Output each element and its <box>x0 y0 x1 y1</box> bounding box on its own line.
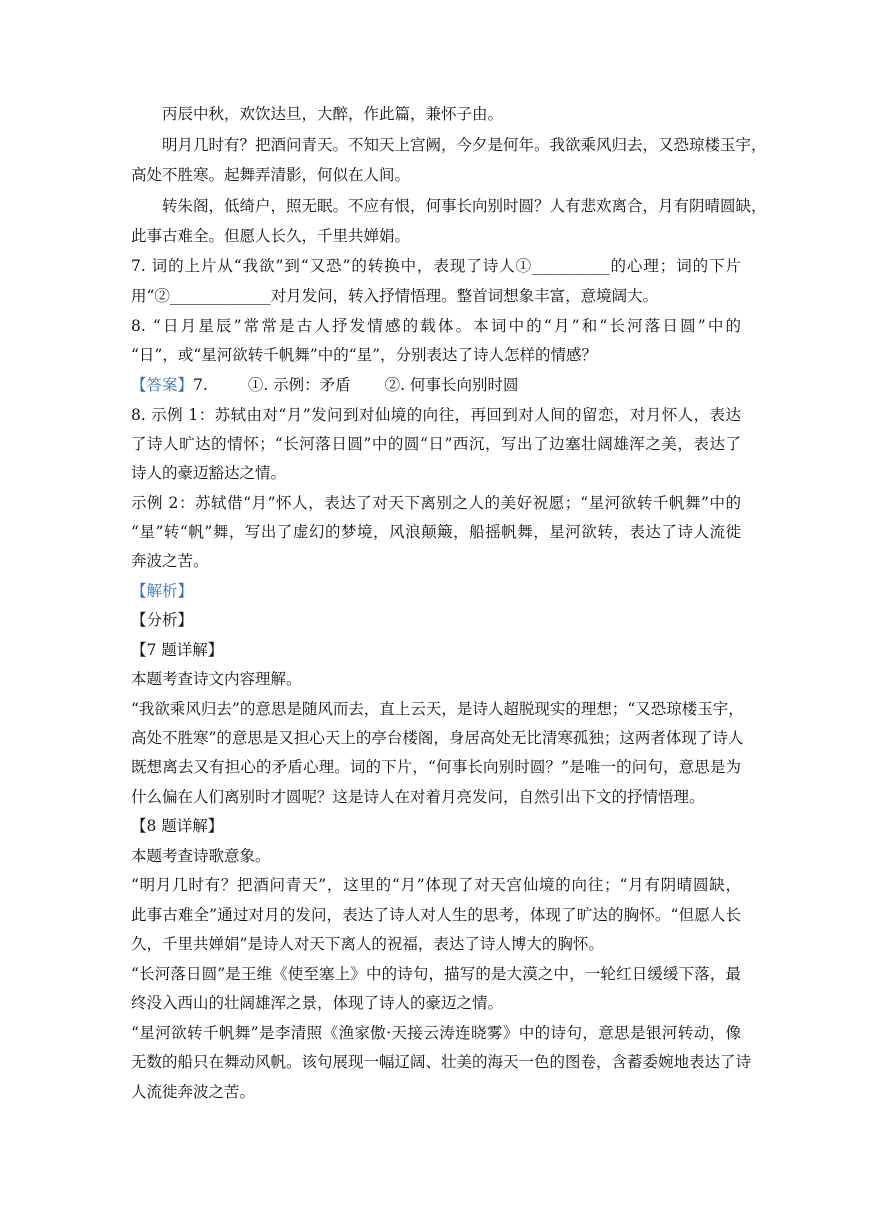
answer-8-example1-line: 诗人的豪迈豁达之情。 <box>131 464 287 482</box>
q8-detail-line: 无数的船只在舞动风帆。该句展现一幅辽阔、壮美的海天一色的图卷，含蓄委婉地表达了诗 <box>131 1053 752 1071</box>
question-8-line: “日”，或“星河欲转千帆舞”中的“星”，分别表达了诗人怎样的情感？ <box>131 346 598 364</box>
answer-8-example1-line: 8. 示例 1：苏轼由对“月”发问到对仙境的向往，再回到对人间的留恋，对月怀人，表达 <box>131 406 741 424</box>
question-8-line: 8. “日月星辰”常常是古人抒发情感的载体。本词中的“月”和“长河落日圆”中的 <box>131 317 741 335</box>
fenxi-heading: 【分析】 <box>131 611 194 629</box>
answer-8-example2-line: 示例 2：苏轼借“月”怀人，表达了对天下离别之人的美好祝愿；“星河欲转千帆舞”中的 <box>131 494 741 512</box>
q7-detail-heading: 【7 题详解】 <box>131 641 224 659</box>
q8-detail-intro: 本题考查诗歌意象。 <box>131 847 271 865</box>
poem-preface: 丙辰中秋，欢饮达旦，大醉，作此篇，兼怀子由。 <box>162 105 504 123</box>
poem-line: 高处不胜寒。起舞弄清影，何似在人间。 <box>131 166 411 184</box>
analysis-label: 【解析】 <box>131 582 194 600</box>
answer-8-example1-line: 了诗人旷达的情怀；“长河落日圆”中的圆“日”西沉，写出了边塞壮阔雄浑之美，表达了 <box>131 435 741 453</box>
q8-detail-line: 此事古难全”通过对月的发问，表达了诗人对人生的思考，体现了旷达的胸怀。“但愿人长 <box>131 906 741 924</box>
q8-detail-line: 人流徙奔波之苦。 <box>131 1083 256 1101</box>
q8-detail-line: “星河欲转千帆舞”是李清照《渔家傲·天接云涛连晓雾》中的诗句，意思是银河转动，像 <box>131 1024 741 1042</box>
q7-detail-line: 既想离去又有担心的矛盾心理。词的下片，“何事长向别时圆？”是唯一的问句，意思是为 <box>131 758 741 776</box>
answer-7-number: 7. <box>193 376 208 394</box>
q7-detail-intro: 本题考查诗文内容理解。 <box>131 670 302 688</box>
q8-detail-line: “长河落日圆”是王维《使至塞上》中的诗句，描写的是大漠之中，一轮红日缓缓下落，最 <box>131 965 741 983</box>
q8-detail-line: “明月几时有？把酒问青天”，这里的“月”体现了对天宫仙境的向往；“月有阴晴圆缺， <box>131 876 741 894</box>
answer-7-part2: ②. 何事长向别时圆 <box>384 376 519 394</box>
q8-detail-line: 久，千里共婵娟”是诗人对天下离人的祝福，表达了诗人博大的胸怀。 <box>131 935 604 953</box>
poem-line: 明月几时有？把酒问青天。不知天上宫阙，今夕是何年。我欲乘风归去，又恐琼楼玉宇， <box>162 136 767 154</box>
poem-line: 此事古难全。但愿人长久，千里共婵娟。 <box>131 227 411 245</box>
answer-7-part1: ①. 示例：矛盾 <box>247 376 351 394</box>
answer-7-line <box>131 375 741 395</box>
answer-8-example2-line: 奔波之苦。 <box>131 552 209 570</box>
q8-detail-line: 终没入西山的壮阔雄浑之景，体现了诗人的豪迈之情。 <box>131 994 504 1012</box>
question-7-line: 用“②_____________对月发问，转入抒情悟理。整首词想象丰富，意境阔大。 <box>131 287 659 305</box>
q7-detail-line: 什么偏在人们离别时才圆呢？这是诗人在对着月亮发问，自然引出下文的抒情悟理。 <box>131 788 705 806</box>
q7-detail-line: “我欲乘风归去”的意思是随风而去，直上云天，是诗人超脱现实的理想；“又恐琼楼玉宇， <box>131 700 744 718</box>
q7-detail-line: 高处不胜寒”的意思是又担心天上的亭台楼阁，身居高处无比清寒孤独；这两者体现了诗人 <box>131 729 744 747</box>
question-7-line: 7. 词的上片从“我欲”到“又恐”的转换中，表现了诗人①__________的心理；词的下片 <box>131 257 741 275</box>
answer-label: 【答案】 <box>131 376 194 394</box>
poem-line: 转朱阁，低绮户，照无眠。不应有恨，何事长向别时圆？人有悲欢离合，月有阴晴圆缺， <box>162 197 767 215</box>
answer-8-example2-line: “星”转“帆”舞，写出了虚幻的梦境，风浪颠簸，船摇帆舞，星河欲转，表达了诗人流徙 <box>131 523 741 541</box>
q8-detail-heading: 【8 题详解】 <box>131 817 224 835</box>
